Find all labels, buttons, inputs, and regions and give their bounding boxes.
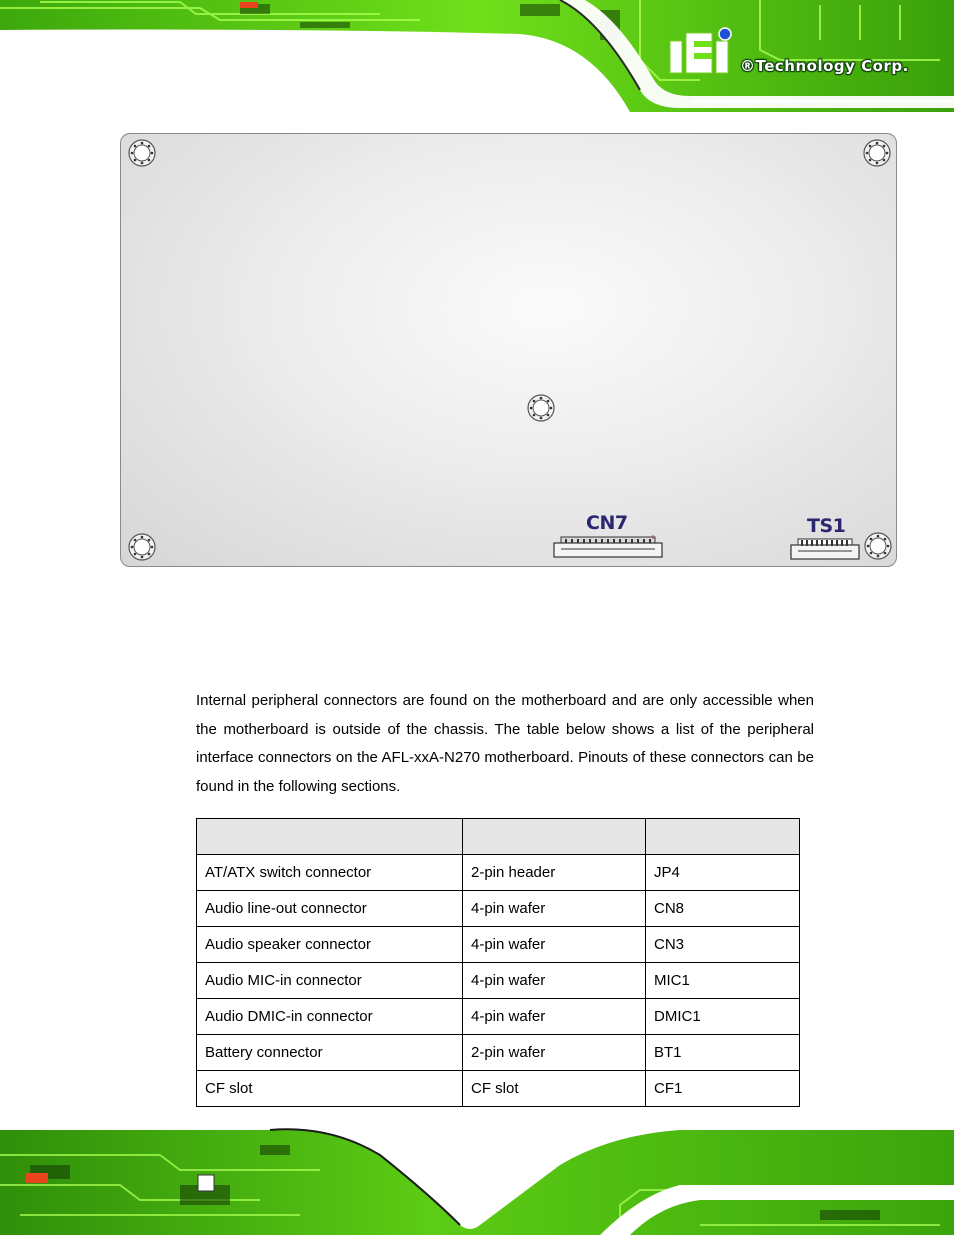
intro-paragraph: Internal peripheral connectors are found on the motherboard and are only accessible when the motherboard is outside of the chassis. The table below shows a list of the peripheral interface connectors on the AFL-xxA-N270 motherboard. Pinouts of these connectors can be found in the following sections. (196, 692, 814, 795)
table-header-cell (197, 819, 463, 855)
connector-label-cell: DMIC1 (646, 999, 800, 1035)
table-header-row (197, 819, 800, 855)
table-row (197, 927, 800, 963)
table-row (197, 1071, 800, 1107)
connector-name-cell: CF slot (197, 1071, 463, 1107)
mounting-hole-icon (864, 532, 892, 560)
ts1-connector-icon (790, 537, 860, 561)
connector-name-cell: AT/ATX switch connector (197, 855, 463, 891)
page-header-banner (0, 0, 954, 112)
mounting-hole-icon (128, 533, 156, 561)
company-logo (668, 27, 928, 81)
connector-type-cell: 4-pin wafer (463, 999, 646, 1035)
connector-name-cell: Audio DMIC-in connector (197, 999, 463, 1035)
connector-label-cell: BT1 (646, 1035, 800, 1071)
connector-type-cell: 2-pin wafer (463, 1035, 646, 1071)
connector-type-cell: 4-pin wafer (463, 891, 646, 927)
table-row (197, 1035, 800, 1071)
connector-type-cell: 4-pin wafer (463, 963, 646, 999)
mounting-hole-icon (527, 394, 555, 422)
connector-name-cell: Audio MIC-in connector (197, 963, 463, 999)
connector-label-cell: CN8 (646, 891, 800, 927)
connector-label-ts1: TS1 (807, 515, 846, 537)
motherboard-layout-diagram (120, 133, 897, 567)
page-footer-banner (0, 1115, 954, 1235)
connector-type-cell: 4-pin wafer (463, 927, 646, 963)
table-row (197, 963, 800, 999)
connector-label-cell: MIC1 (646, 963, 800, 999)
iei-logo-icon (668, 27, 738, 75)
connector-label-cn7: CN7 (586, 512, 628, 534)
cn7-connector-icon (553, 535, 663, 559)
connector-name-cell: Audio speaker connector (197, 927, 463, 963)
table-row (197, 891, 800, 927)
pcb-footer-graphic (0, 1115, 954, 1235)
peripheral-connectors-table (196, 818, 800, 1107)
table-row (197, 999, 800, 1035)
table-header-cell (646, 819, 800, 855)
mounting-hole-icon (863, 139, 891, 167)
brand-text: ®Technology Corp. (740, 57, 909, 75)
table-row (197, 855, 800, 891)
connector-label-cell: CN3 (646, 927, 800, 963)
table-header-cell (463, 819, 646, 855)
connector-type-cell: 2-pin header (463, 855, 646, 891)
connector-label-cell: CF1 (646, 1071, 800, 1107)
connector-type-cell: CF slot (463, 1071, 646, 1107)
connector-name-cell: Battery connector (197, 1035, 463, 1071)
mounting-hole-icon (128, 139, 156, 167)
connector-label-cell: JP4 (646, 855, 800, 891)
connector-name-cell: Audio line-out connector (197, 891, 463, 927)
